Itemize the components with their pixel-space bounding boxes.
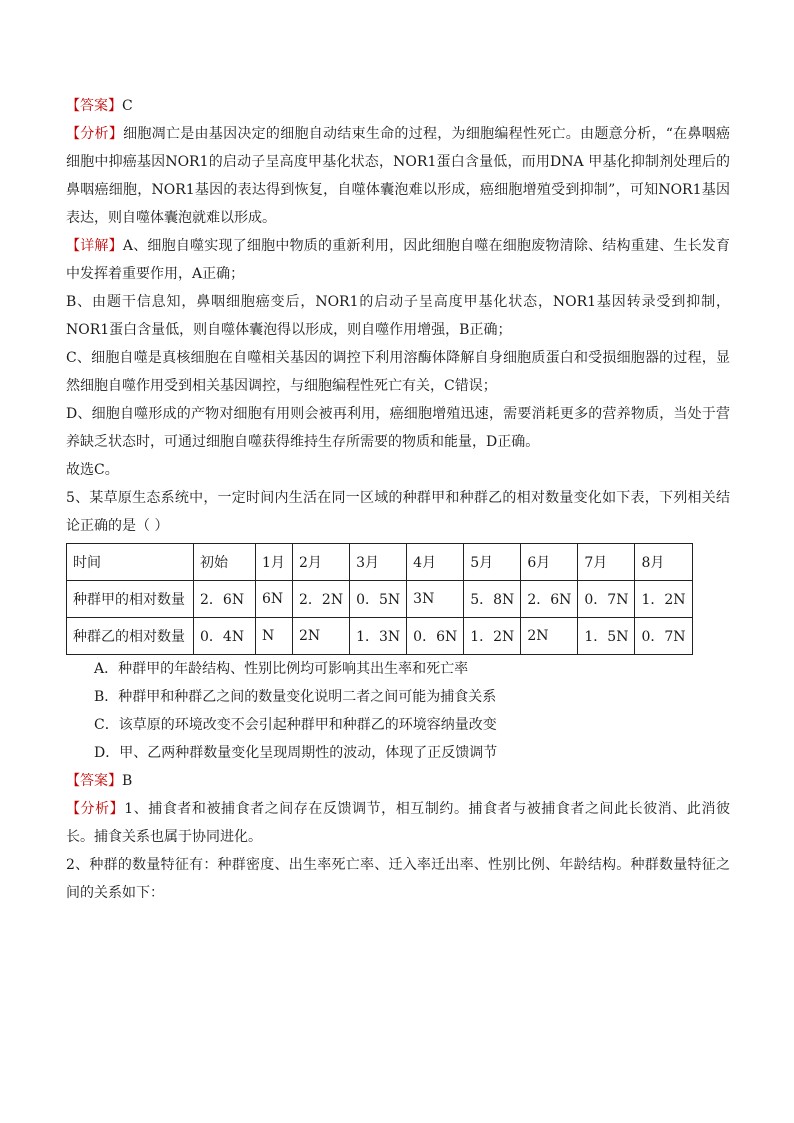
detail-option-c: C、细胞自噬是真核细胞在自噬相关基因的调控下利用溶酶体降解自身细胞质蛋白和受损细胞器的过程，显然细胞自噬作用受到相关基因调控，与细胞编程性死亡有关，C错误； [66,350,730,394]
table-header-cell: 4月 [407,544,464,581]
table-cell: 1．3N [350,618,407,655]
analysis-point-2: 2、种群的数量特征有：种群密度、出生率死亡率、迁入率迁出率、性别比例、年龄结构。种群数量特征之间的关系如下： [66,857,730,901]
table-cell: 0．4N [194,618,256,655]
answer-value: B [122,773,133,789]
table-cell: 1．2N [464,618,521,655]
detail-option-b: B、由题干信息知，鼻咽细胞癌变后，NOR1的启动子呈高度甲基化状态，NOR1基因转录受到抑制，NOR1蛋白含量低，则自噬体囊泡得以形成，则自噬作用增强，B正确； [66,294,730,338]
table-header-cell: 1月 [256,544,293,581]
table-row [67,618,693,655]
table-cell: 2．2N [293,581,350,618]
table-cell: 2N [521,618,578,655]
table-header-cell: 7月 [578,544,635,581]
option-c: C．该草原的环境改变不会引起种群甲和种群乙的环境容纳量改变 [94,717,497,733]
option-a: A．种群甲的年龄结构、性别比例均可影响其出生率和死亡率 [94,661,469,677]
population-table [66,543,693,655]
table-cell: 2N [293,618,350,655]
detail-conclusion: 故选C。 [66,462,119,478]
option-b: B．种群甲和种群乙之间的数量变化说明二者之间可能为捕食关系 [94,689,497,705]
table-cell: 5．8N [464,581,521,618]
table-cell: 0．7N [635,618,692,655]
detail-option-d: D、细胞自噬形成的产物对细胞有用则会被再利用，癌细胞增殖迅速，需要消耗更多的营养物质，当处于营养缺乏状态时，可通过细胞自噬获得维持生存所需要的物质和能量，D正确。 [66,406,730,450]
table-row [67,581,693,618]
question-5-stem: 5、某草原生态系统中，一定时间内生活在同一区域的种群甲和种群乙的相对数量变化如下表，下列相关结论正确的是（ ） [66,490,730,534]
detail-a-text: A、细胞自噬实现了细胞中物质的重新利用，因此细胞自噬在细胞废物清除、结构重建、生长发育中发挥着重要作用，A正确； [66,238,731,282]
answer-value: C [122,98,133,114]
answer-tag: 【答案】 [66,773,122,789]
table-header-cell: 8月 [635,544,692,581]
analysis-paragraph-1 [66,120,730,232]
table-header-cell: 5月 [464,544,521,581]
table-cell: 6N [256,581,293,618]
table-header-row [67,544,693,581]
analysis-tag: 【分析】 [66,126,124,142]
analysis-text: 细胞凋亡是由基因决定的细胞自动结束生命的过程，为细胞编程性死亡。由题意分析，“在鼻咽癌细胞中抑癌基因NOR1的启动子呈高度甲基化状态，NOR1蛋白含量低，而用DNA 甲基化抑制剂处理后的鼻咽癌细胞，NOR1基因的表达得到恢复，自噬体囊泡难以形成，癌细胞增殖受到抑制”，可知NOR1基因表达，则自噬体囊泡就难以形成。 [66,126,731,226]
table-cell: 0．5N [350,581,407,618]
table-header-cell: 初始 [194,544,256,581]
table-header-cell: 6月 [521,544,578,581]
table-cell: 种群甲的相对数量 [67,581,194,618]
table-cell: 种群乙的相对数量 [67,618,194,655]
table-cell: 1．5N [578,618,635,655]
analysis-point-1: 1、捕食者和被捕食者之间存在反馈调节，相互制约。捕食者与被捕食者之间此长彼消、此消彼长。捕食关系也属于协同进化。 [66,801,731,845]
table-cell: 2．6N [194,581,256,618]
option-d: D．甲、乙两种群数量变化呈现周期性的波动，体现了正反馈调节 [94,745,498,761]
answer-tag: 【答案】 [66,98,122,114]
answer-line-2 [66,767,730,795]
analysis-tag: 【分析】 [66,801,125,817]
table-cell: 0．7N [578,581,635,618]
table-header-cell: 时间 [67,544,194,581]
detail-tag: 【详解】 [66,238,123,254]
answer-line-1 [66,92,730,120]
table-cell: 2．6N [521,581,578,618]
table-cell: 3N [407,581,464,618]
answer-content [66,92,730,907]
table-header-cell: 2月 [293,544,350,581]
detail-option-a [66,232,730,288]
table-cell: 1．2N [635,581,692,618]
table-cell: N [256,618,293,655]
analysis-paragraph-2 [66,795,730,851]
table-cell: 0．6N [407,618,464,655]
table-header-cell: 3月 [350,544,407,581]
